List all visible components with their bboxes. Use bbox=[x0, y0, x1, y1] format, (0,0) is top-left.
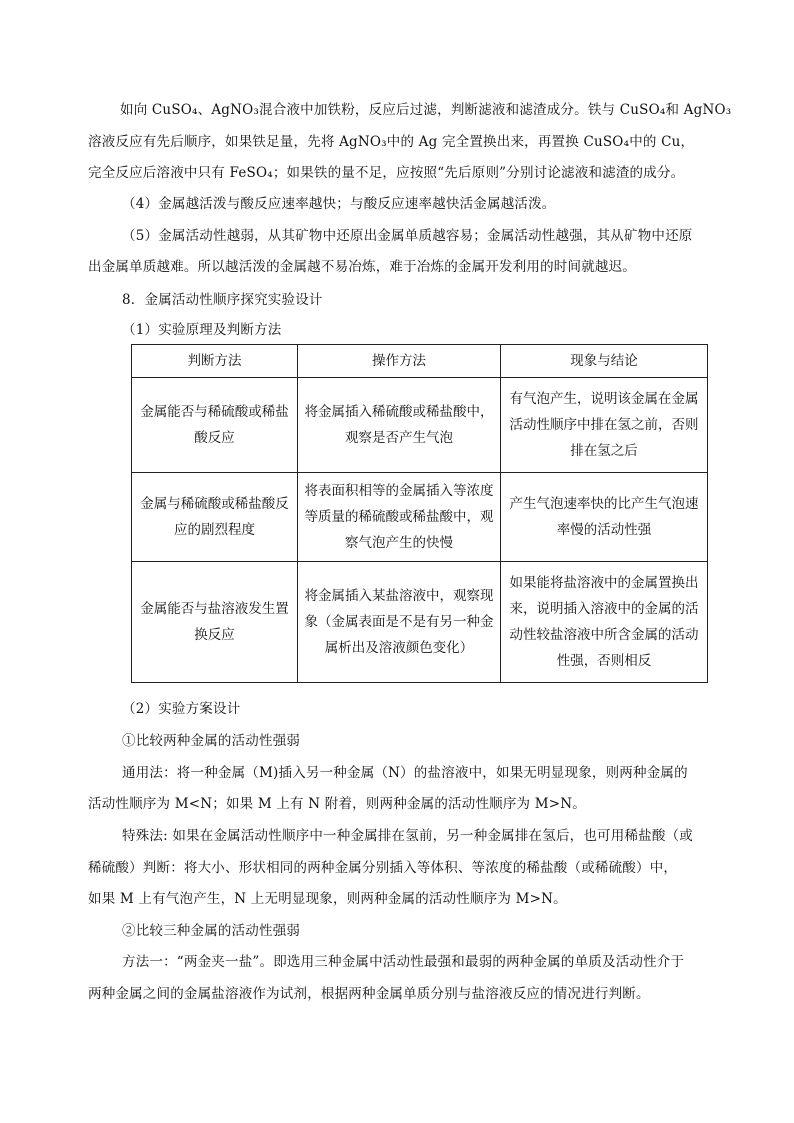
table-row bbox=[132, 562, 708, 683]
cell-text: 产生气泡速率快的比产生气泡速率慢的活动性强 bbox=[509, 496, 699, 538]
paragraph-line: 活动性顺序为 M<N；如果 M 上有 N 附着，则两种金属的活动性顺序为 M>N。 bbox=[88, 796, 586, 812]
item-heading: ②比较三种金属的活动性强弱 bbox=[122, 923, 301, 939]
table-cell bbox=[298, 473, 501, 562]
item-heading: ①比较两种金属的活动性强弱 bbox=[122, 733, 301, 749]
paragraph-line: 方法一：“两金夹一盐”。即选用三种金属中活动性最强和最弱的两种金属的单质及活动性介于 bbox=[122, 954, 685, 970]
paragraph-line: 如果 M 上有气泡产生，N 上无明显现象，则两种金属的活动性顺序为 M>N。 bbox=[88, 891, 567, 907]
table-cell bbox=[132, 562, 298, 683]
table-cell bbox=[132, 378, 298, 473]
paragraph-line: 如向 CuSO₄、AgNO₃混合液中加铁粉，反应后过滤，判断滤液和滤渣成分。铁与 CuSO₄和 AgNO₃ bbox=[120, 102, 732, 118]
table-header-cell: 判断方法 bbox=[132, 345, 298, 378]
paragraph-line: （5）金属活动性越弱，从其矿物中还原出金属单质越容易；金属活动性越强，其从矿物中还原 bbox=[122, 228, 693, 244]
paragraph-line: 通用法：将一种金属（M)插入另一种金属（N）的盐溶液中，如果无明显现象，则两种金属的 bbox=[122, 765, 688, 781]
section-heading: 8．金属活动性顺序探究实验设计 bbox=[122, 292, 323, 308]
paragraph-line: 出金属单质越难。所以越活泼的金属越不易冶炼，难于冶炼的金属开发利用的时间就越迟。 bbox=[88, 259, 636, 275]
table-row bbox=[132, 473, 708, 562]
subsection-heading: （1）实验原理及判断方法 bbox=[122, 322, 282, 338]
cell-text: 金属与稀硫酸或稀盐酸反应的剧烈程度 bbox=[140, 496, 289, 538]
table-cell bbox=[298, 562, 501, 683]
cell-text: 将金属插入某盐溶液中，观察现象（金属表面是不是有另一种金属析出及溶液颜色变化） bbox=[304, 588, 494, 656]
table-cell bbox=[132, 473, 298, 562]
cell-text: 将金属插入稀硫酸或稀盐酸中，观察是否产生气泡 bbox=[304, 404, 494, 446]
cell-text: 将表面积相等的金属插入等浓度等质量的稀硫酸或稀盐酸中，观察气泡产生的快慢 bbox=[304, 483, 494, 551]
paragraph-line: 两种金属之间的金属盐溶液作为试剂，根据两种金属单质分别与盐溶液反应的情况进行判断。 bbox=[88, 986, 650, 1002]
table-cell bbox=[501, 562, 708, 683]
paragraph-line: 溶液反应有先后顺序，如果铁足量，先将 AgNO₃中的 Ag 完全置换出来，再置换 CuSO₄中的 Cu， bbox=[88, 134, 695, 150]
cell-text: 如果能将盐溶液中的金属置换出来，说明插入溶液中的金属的活动性较盐溶液中所含金属的活动性强，否则相反 bbox=[509, 575, 699, 669]
table-header-row bbox=[132, 345, 708, 378]
method-table bbox=[131, 344, 708, 683]
cell-text: 金属能否与稀硫酸或稀盐酸反应 bbox=[140, 404, 289, 446]
table-cell bbox=[298, 378, 501, 473]
paragraph-line: 完全反应后溶液中只有 FeSO₄；如果铁的量不足，应按照“先后原则”分别讨论滤液和滤渣的成分。 bbox=[88, 165, 685, 181]
cell-text: 金属能否与盐溶液发生置换反应 bbox=[140, 601, 289, 643]
table-cell bbox=[501, 378, 708, 473]
table-cell bbox=[501, 473, 708, 562]
paragraph-line: 稀硫酸）判断：将大小、形状相同的两种金属分别插入等体积、等浓度的稀盐酸（或稀硫酸）中， bbox=[88, 860, 678, 876]
table-row bbox=[132, 378, 708, 473]
cell-text: 有气泡产生，说明该金属在金属活动性顺序中排在氢之前，否则排在氢之后 bbox=[509, 391, 699, 459]
table-header-cell: 现象与结论 bbox=[501, 345, 708, 378]
table-header-cell: 操作方法 bbox=[298, 345, 501, 378]
subsection-heading: （2）实验方案设计 bbox=[122, 701, 241, 717]
paragraph-line: （4）金属越活泼与酸反应速率越快；与酸反应速率越快活金属越活泼。 bbox=[122, 196, 556, 212]
paragraph-line: 特殊法: 如果在金属活动性顺序中一种金属排在氢前，另一种金属排在氢后，也可用稀盐酸（或 bbox=[122, 828, 693, 844]
